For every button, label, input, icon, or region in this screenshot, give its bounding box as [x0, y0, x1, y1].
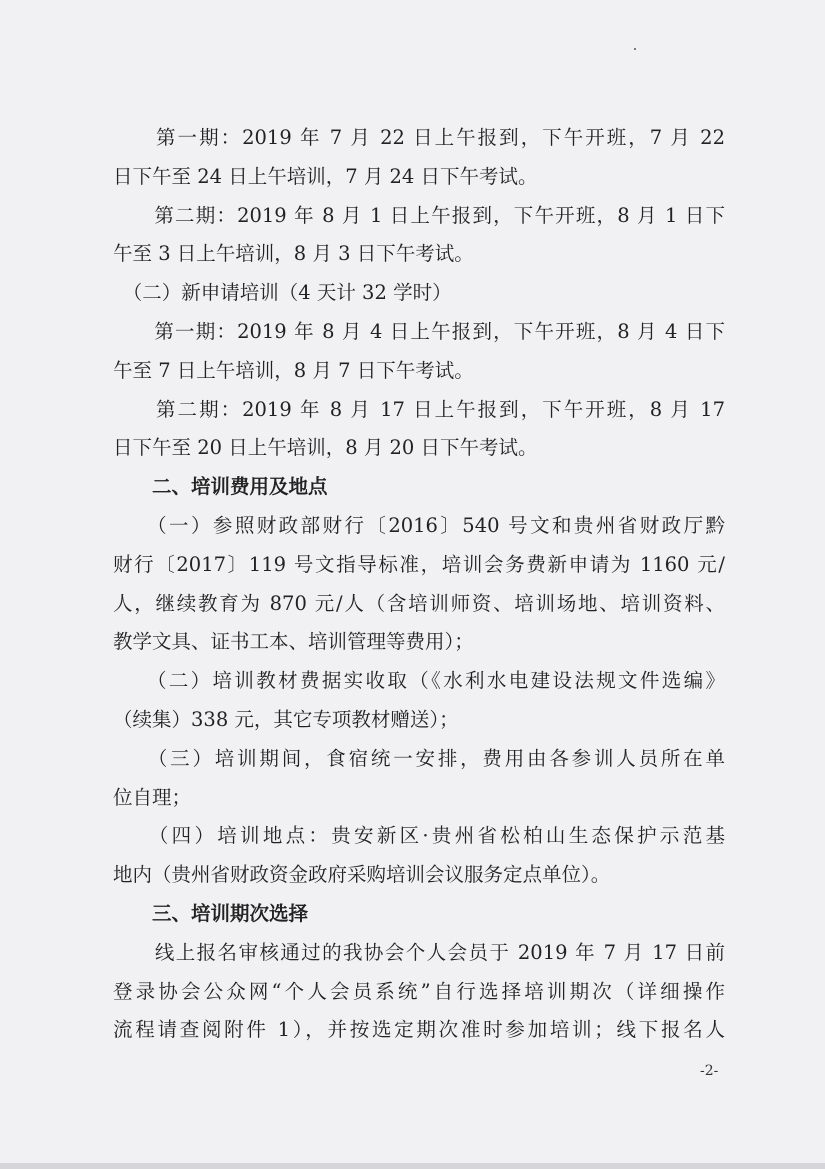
text-line: 位自理； — [113, 785, 192, 809]
text-line: 人，继续教育为 870 元/人（含培训师资、培训场地、培训资料、 — [113, 591, 725, 615]
text-line: 日下午至 24 日上午培训，7 月 24 日下午考试。 — [113, 164, 538, 188]
text-line: 午至 3 日上午培训，8 月 3 日下午考试。 — [113, 242, 474, 266]
text-line: 午至 7 日上午培训，8 月 7 日下午考试。 — [113, 358, 474, 382]
text-line: 地内（贵州省财政资金政府采购培训会议服务定点单位）。 — [113, 863, 611, 887]
text-line: （三）培训期间，食宿统一安排，费用由各参训人员所在单 — [113, 746, 725, 770]
text-line: 第一期：2019 年 7 月 22 日上午报到，下午开班，7 月 22 — [113, 126, 725, 149]
text-line: 第二期：2019 年 8 月 1 日上午报到，下午开班，8 月 1 日下 — [113, 203, 725, 227]
text-line: （一）参照财政部财行〔2016〕540 号文和贵州省财政厅黔 — [113, 513, 725, 537]
text-line: 教学文具、证书工本、培训管理等费用）； — [113, 630, 474, 654]
scan-speck — [634, 48, 636, 50]
text-line: 线上报名审核通过的我协会个人会员于 2019 年 7 月 17 日前 — [113, 940, 725, 964]
text-line: （四）培训地点：贵安新区·贵州省松柏山生态保护示范基 — [113, 824, 725, 848]
text-line: （续集）338 元，其它专项教材赠送）； — [113, 707, 459, 731]
text-line: 登录协会公众网“个人会员系统”自行选择培训期次（详细操作 — [113, 979, 725, 1003]
scan-bottom-edge — [0, 1163, 825, 1169]
text-line: 财行〔2017〕119 号文指导标准，培训会务费新申请为 1160 元/ — [113, 552, 725, 576]
section-heading: 三、培训期次选择 — [113, 901, 309, 925]
section-heading: 二、培训费用及地点 — [113, 475, 328, 499]
document-body — [113, 119, 725, 1050]
page-number: -2- — [700, 1063, 719, 1079]
text-line: （二）新申请培训（4 天计 32 学时） — [113, 281, 452, 305]
text-line: （二）培训教材费据实收取（《水利水电建设法规文件选编》 — [113, 669, 725, 693]
text-line: 日下午至 20 日上午培训，8 月 20 日下午考试。 — [113, 436, 538, 460]
text-line: 第二期：2019 年 8 月 17 日上午报到，下午开班，8 月 17 — [113, 397, 725, 421]
text-line: 第一期：2019 年 8 月 4 日上午报到，下午开班，8 月 4 日下 — [113, 319, 725, 343]
text-line: 流程请查阅附件 1），并按选定期次准时参加培训；线下报名人 — [113, 1018, 725, 1042]
